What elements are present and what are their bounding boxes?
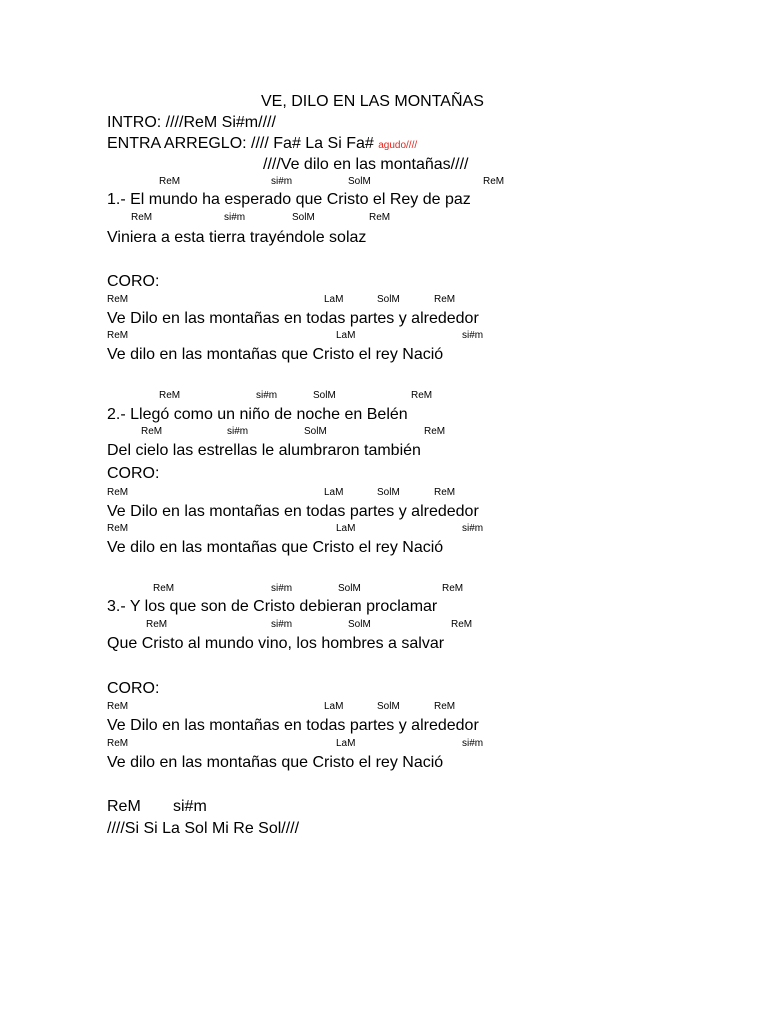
- chord: LaM: [336, 523, 356, 534]
- coro-line2: Ve dilo en las montañas que Cristo el rey Nació: [107, 539, 444, 556]
- verse2-line2: Del cielo las estrellas le alumbraron también: [107, 442, 421, 459]
- chord: ReM: [141, 426, 163, 437]
- chord: SolM: [304, 426, 327, 437]
- chord: ReM: [483, 176, 505, 187]
- chord: ReM: [107, 738, 129, 749]
- chord: ReM: [146, 619, 168, 630]
- chord: si#m: [271, 583, 293, 594]
- coro-line2: Ve dilo en las montañas que Cristo el rey Nació: [107, 754, 444, 771]
- chord: ReM: [159, 390, 181, 401]
- chord: LaM: [336, 330, 356, 341]
- song-title: VE, DILO EN LAS MONTAÑAS: [261, 93, 484, 110]
- verse1-line1: 1.- El mundo ha esperado que Cristo el Rey de paz: [107, 191, 471, 208]
- chord: ReM: [411, 390, 433, 401]
- chord: SolM: [377, 487, 400, 498]
- chord: si#m: [462, 523, 484, 534]
- verse3-line2: Que Cristo al mundo vino, los hombres a salvar: [107, 635, 445, 652]
- ve-dilo-line: ////Ve dilo en las montañas////: [263, 156, 469, 173]
- chord: ReM: [451, 619, 473, 630]
- chord: SolM: [348, 619, 371, 630]
- chord: LaM: [324, 701, 344, 712]
- chord: ReM: [434, 294, 456, 305]
- chord: si#m: [271, 176, 293, 187]
- chord: si#m: [271, 619, 293, 630]
- chord: ReM: [369, 212, 391, 223]
- chord: si#m: [462, 330, 484, 341]
- intro-line: INTRO: ////ReM Si#m////: [107, 114, 276, 131]
- coro-label: CORO:: [107, 465, 160, 482]
- coro-label: CORO:: [107, 273, 160, 290]
- chord: LaM: [336, 738, 356, 749]
- chord: SolM: [313, 390, 336, 401]
- chord: si#m: [227, 426, 249, 437]
- chord: si#m: [462, 738, 484, 749]
- chord: si#m: [224, 212, 246, 223]
- entra-arreglo-line: [107, 136, 417, 152]
- chord: LaM: [324, 294, 344, 305]
- chord: SolM: [377, 294, 400, 305]
- chord: ReM: [153, 583, 175, 594]
- chord: ReM: [159, 176, 181, 187]
- coro-label: CORO:: [107, 680, 160, 697]
- coro-line1: Ve Dilo en las montañas en todas partes y alrededor: [107, 310, 479, 327]
- chord: si#m: [256, 390, 278, 401]
- chord: ReM: [442, 583, 464, 594]
- coro-line2: Ve dilo en las montañas que Cristo el rey Nació: [107, 346, 444, 363]
- chord: ReM: [424, 426, 446, 437]
- chord: ReM: [434, 487, 456, 498]
- chord: SolM: [292, 212, 315, 223]
- chord: ReM: [107, 523, 129, 534]
- verse2-line1: 2.- Llegó como un niño de noche en Belén: [107, 406, 408, 423]
- chord: SolM: [348, 176, 371, 187]
- verse1-line2: Viniera a esta tierra trayéndole solaz: [107, 229, 367, 246]
- chord: SolM: [377, 701, 400, 712]
- chord: SolM: [338, 583, 361, 594]
- agudo-note: agudo////: [378, 140, 418, 151]
- chord: ReM: [107, 294, 129, 305]
- chord: ReM: [107, 330, 129, 341]
- verse3-line1: 3.- Y los que son de Cristo debieran proclamar: [107, 598, 438, 615]
- entra-arreglo-text: ENTRA ARREGLO: //// Fa# La Si Fa#: [107, 135, 374, 152]
- chord: ReM: [107, 701, 129, 712]
- chord: ReM: [131, 212, 153, 223]
- ending-chord: si#m: [173, 798, 207, 815]
- coro-line1: Ve Dilo en las montañas en todas partes y alrededor: [107, 717, 479, 734]
- chord: ReM: [434, 701, 456, 712]
- chord: ReM: [107, 487, 129, 498]
- coro-line1: Ve Dilo en las montañas en todas partes y alrededor: [107, 503, 479, 520]
- ending-chord: ReM: [107, 798, 141, 815]
- ending-line: ////Si Si La Sol Mi Re Sol////: [107, 820, 300, 837]
- chord: LaM: [324, 487, 344, 498]
